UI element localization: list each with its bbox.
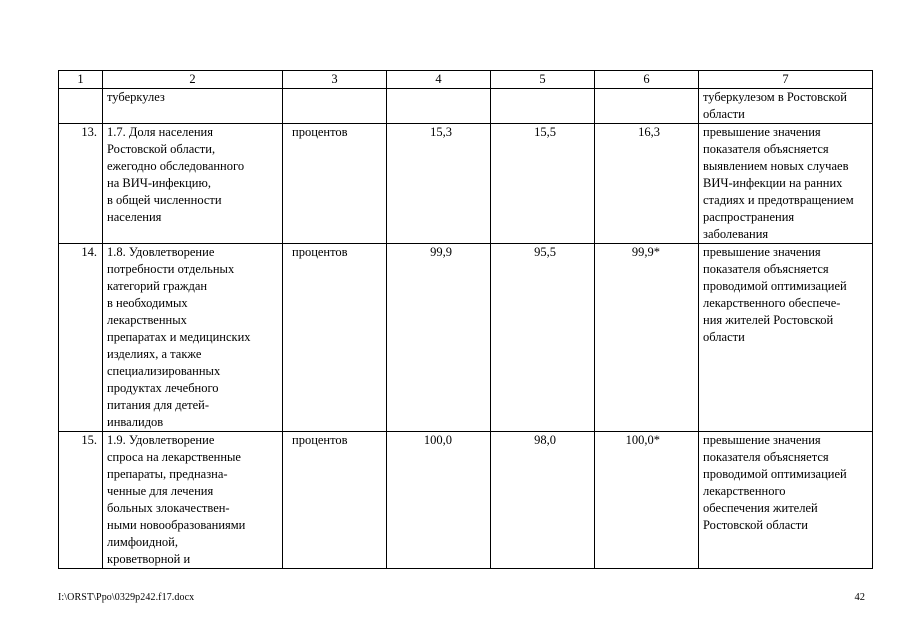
table-row xyxy=(59,244,873,432)
value-col4: 100,0 xyxy=(387,432,491,569)
value-col5 xyxy=(491,89,595,124)
row-number: 14. xyxy=(59,244,103,432)
header-cell: 4 xyxy=(387,71,491,89)
unit-cell: процентов xyxy=(283,244,387,432)
header-cell: 3 xyxy=(283,71,387,89)
page-number: 42 xyxy=(854,592,865,603)
row-number xyxy=(59,89,103,124)
header-cell: 2 xyxy=(103,71,283,89)
header-cell: 6 xyxy=(595,71,699,89)
table-row xyxy=(59,89,873,124)
header-cell: 7 xyxy=(699,71,873,89)
indicator-name: 1.7. Доля населения Ростовской области, ежегодно обследованного на ВИЧ-инфекцию, в общей численности населения xyxy=(103,124,283,244)
value-col5: 95,5 xyxy=(491,244,595,432)
row-number: 15. xyxy=(59,432,103,569)
table-header-row xyxy=(59,71,873,89)
value-col5: 15,5 xyxy=(491,124,595,244)
explanation-cell: превышение значения показателя объясняется проводимой оптимизацией лекарственного обеспече- ния жителей Ростовской области xyxy=(699,244,873,432)
footer-file-path: I:\ORST\Ppo\0329p242.f17.docx xyxy=(58,592,195,603)
explanation-cell: туберкулезом в Ростовской области xyxy=(699,89,873,124)
value-col5: 98,0 xyxy=(491,432,595,569)
explanation-cell: превышение значения показателя объясняется выявлением новых случаев ВИЧ-инфекции на ранних стадиях и предотвращением распространения заболевания xyxy=(699,124,873,244)
indicators-table xyxy=(58,70,873,569)
unit-cell: процентов xyxy=(283,124,387,244)
header-cell: 1 xyxy=(59,71,103,89)
value-col6 xyxy=(595,89,699,124)
header-cell: 5 xyxy=(491,71,595,89)
indicator-name: туберкулез xyxy=(103,89,283,124)
value-col6: 100,0* xyxy=(595,432,699,569)
value-col4: 15,3 xyxy=(387,124,491,244)
value-col4: 99,9 xyxy=(387,244,491,432)
table-row xyxy=(59,432,873,569)
value-col6: 99,9* xyxy=(595,244,699,432)
unit-cell: процентов xyxy=(283,432,387,569)
unit-cell xyxy=(283,89,387,124)
value-col4 xyxy=(387,89,491,124)
value-col6: 16,3 xyxy=(595,124,699,244)
indicator-name: 1.9. Удовлетворение спроса на лекарственные препараты, предназна- ченные для лечения больных злокачествен- ными новообразованиями лимфоидной, кроветворной и xyxy=(103,432,283,569)
row-number: 13. xyxy=(59,124,103,244)
indicator-name: 1.8. Удовлетворение потребности отдельных категорий граждан в необходимых лекарственных препаратах и медицинских изделиях, а также специализированных продуктах лечебного питания для детей- инвалидов xyxy=(103,244,283,432)
table-row xyxy=(59,124,873,244)
explanation-cell: превышение значения показателя объясняется проводимой оптимизацией лекарственного обеспечения жителей Ростовской области xyxy=(699,432,873,569)
